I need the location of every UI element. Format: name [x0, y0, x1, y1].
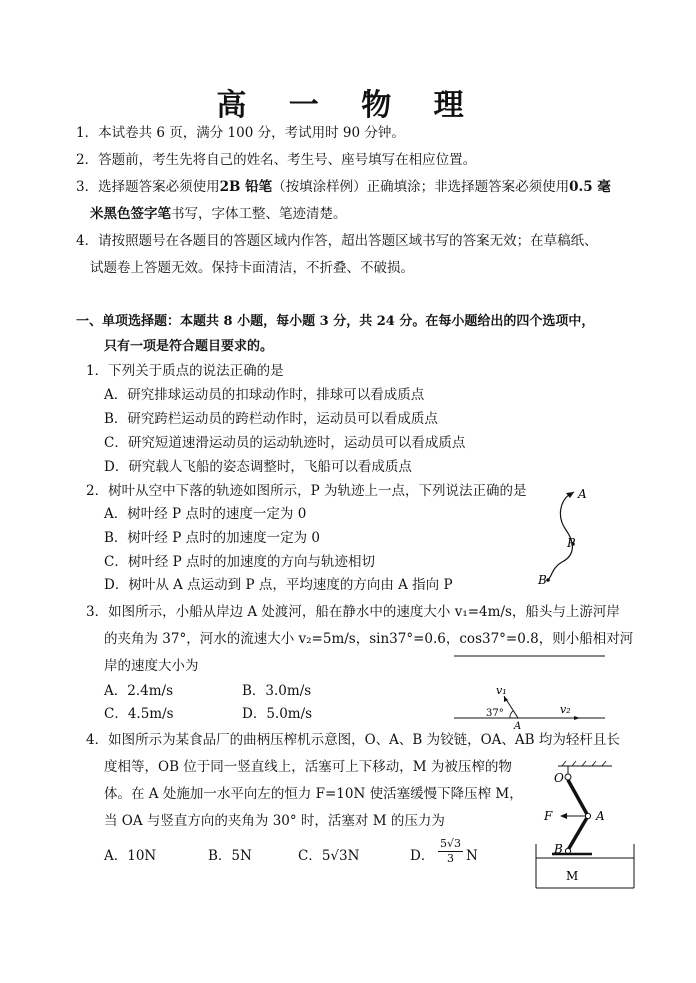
q3-option-b: B．3.0m/s [242, 683, 312, 699]
q3-option-a: A．2.4m/s [104, 683, 173, 699]
section-heading-cont: 只有一项是符合题目要求的。 [104, 339, 274, 354]
label-angle: 37° [486, 708, 504, 719]
label-a: A [596, 809, 605, 823]
instruction-4-cont: 试题卷上答题无效。保持卡面清洁，不折叠、不破损。 [90, 260, 414, 276]
q2-option-c: C．树叶经 P 点时的加速度的方向与轨迹相切 [104, 554, 375, 570]
option-c-value: 5√3N [321, 848, 360, 864]
instruction-3: 3．选择题答案必须使用2B 铅笔（按填涂样例）正确填涂；非选择题答案必须使用0.5 毫 [76, 179, 611, 195]
label-b: B [538, 573, 547, 587]
q4-line-2: 度相等，OB 位于同一竖直线上，活塞可上下移动，M 为被压榨的物 [104, 759, 512, 775]
q2-option-a: A．树叶经 P 点时的速度一定为 0 [104, 506, 307, 522]
q4-press-figure [530, 760, 640, 892]
q4-option-c: C．5√3N [298, 848, 360, 864]
hinge-o [565, 774, 571, 780]
q3-option-c: C．4.5m/s [104, 706, 174, 722]
rod-oa [568, 780, 588, 816]
q4-option-d: D． [410, 848, 435, 864]
fraction-numerator: 5√3 [440, 837, 462, 850]
q4-line-3: 体。在 A 处施加一水平向左的恒力 F=10N 使活塞缓慢下降压榨 M， [104, 786, 523, 802]
q1-option-c: C．研究短道速滑运动员的运动轨迹时，运动员可以看成质点 [104, 435, 466, 451]
q2-leaf-trajectory-figure [530, 484, 600, 590]
instruction-3-cont: 米黑色签字笔书写，字体工整、笔迹清楚。 [90, 206, 347, 222]
label-m: M [566, 869, 579, 883]
q4-line-4: 当 OA 与竖直方向的夹角为 30° 时，活塞对 M 的压力为 [104, 813, 445, 829]
label-p: P [567, 536, 576, 550]
q2-option-d: D．树叶从 A 点运动到 P 点，平均速度的方向由 A 指向 P [104, 577, 453, 593]
q4-option-d-fraction [438, 837, 463, 866]
label-a: A [514, 721, 522, 730]
section-heading: 一、单项选择题：本题共 8 小题，每小题 3 分，共 24 分。在每小题给出的四个选项中， [76, 314, 595, 329]
q3-option-d: D．5.0m/s [242, 706, 313, 722]
label-f: F [544, 809, 553, 823]
q1-option-a: A．研究排球运动员的扣球动作时，排球可以看成质点 [104, 387, 425, 403]
q3-line-3: 岸的速度大小为 [104, 658, 199, 674]
fraction-denominator: 3 [447, 852, 454, 865]
q3-river-figure [450, 650, 610, 730]
q3-line-2: 的夹角为 37°，河水的流速大小 v₂=5m/s，sin37°=0.6，cos37°=0.8，则小船相对河 [104, 631, 634, 647]
q2-stem: 2．树叶从空中下落的轨迹如图所示，P 为轨迹上一点，下列说法正确的是 [86, 483, 527, 499]
q1-option-d: D．研究载人飞船的姿态调整时，飞船可以看成质点 [104, 459, 412, 475]
force-arrowhead [560, 813, 567, 819]
q3-line-1: 3．如图所示，小船从岸边 A 处渡河，船在静水中的速度大小 v₁=4m/s，船头与上游河岸 [86, 604, 620, 620]
ceiling-hatch [562, 761, 606, 766]
label-v2: v₂ [560, 703, 571, 716]
q2-option-b: B．树叶经 P 点时的加速度一定为 0 [104, 530, 320, 546]
q4-option-a: A．10N [104, 848, 157, 864]
q1-option-b: B．研究跨栏运动员的跨栏动作时，运动员可以看成质点 [104, 411, 438, 427]
rod-ab [568, 816, 588, 850]
label-b: B [554, 842, 563, 856]
label-o: O [554, 771, 564, 785]
label-v1: v₁ [496, 684, 507, 697]
q1-stem: 1．下列关于质点的说法正确的是 [86, 363, 284, 379]
instruction-2: 2．答题前，考生先将自己的姓名、考生号、座号填写在相应位置。 [76, 152, 477, 168]
q4-line-1: 4．如图所示为某食品厂的曲柄压榨机示意图，O、A、B 为铰链，OA、AB 均为轻杆且长 [86, 732, 620, 748]
page-title: 高 一 物 理 [216, 88, 480, 123]
hinge-a [585, 813, 590, 818]
instruction-4: 4．请按照题号在各题目的答题区域内作答，超出答题区域书写的答案无效；在草稿纸、 [76, 233, 598, 249]
q4-option-d-unit: N [466, 848, 478, 864]
label-a: A [578, 487, 587, 501]
q4-option-b: B．5N [208, 848, 252, 864]
instruction-1: 1．本试卷共 6 页，满分 100 分，考试用时 90 分钟。 [76, 125, 405, 141]
v2-arrowhead [574, 716, 580, 720]
angle-arc [510, 711, 513, 718]
